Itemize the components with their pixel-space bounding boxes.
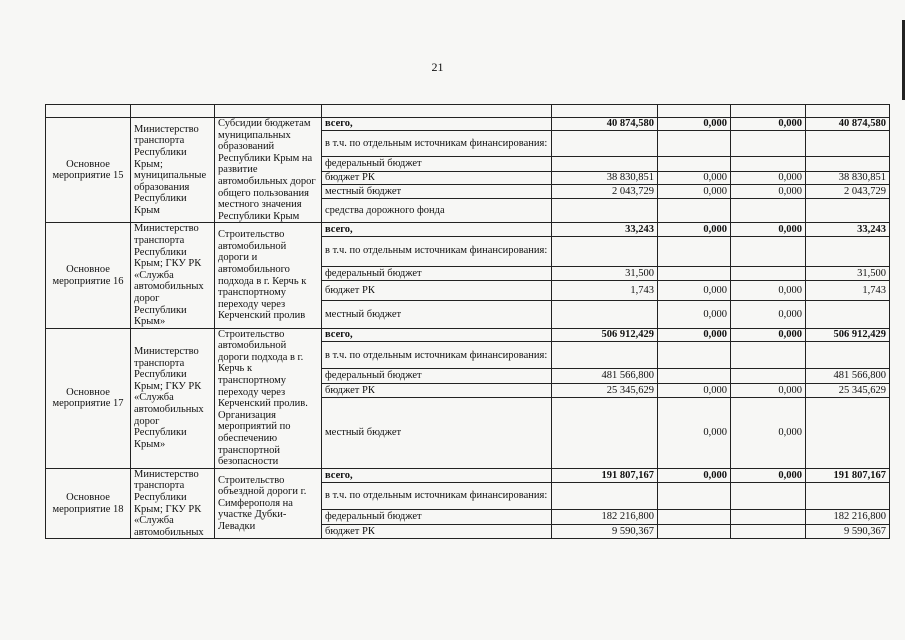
amount-cell: [658, 342, 731, 369]
event-cell: Основное мероприятие 17: [46, 328, 131, 468]
funding-source-cell: всего,: [322, 118, 552, 131]
amount-cell: [658, 131, 731, 157]
funding-source-cell: бюджет РК: [322, 171, 552, 184]
funding-source-cell: в т.ч. по отдельным источникам финансирования:: [322, 483, 552, 509]
amount-cell: [552, 301, 658, 328]
amount-cell: [731, 483, 806, 509]
executor-cell: Министерство транспорта Республики Крым; ГКУ РК «Служба автомобильных дорог Республики Крым»: [131, 223, 215, 328]
amount-cell: [658, 157, 731, 171]
table-row-total: [46, 468, 890, 482]
amount-cell: 0,000: [658, 281, 731, 301]
amount-cell: [731, 266, 806, 280]
amount-cell: 25 345,629: [552, 384, 658, 398]
header-cell: [658, 105, 731, 118]
amount-cell: 0,000: [658, 184, 731, 198]
amount-cell: [552, 236, 658, 266]
executor-cell: Министерство транспорта Республики Крым; ГКУ РК «Служба автомобильных дорог Республики Крым»: [131, 328, 215, 468]
amount-cell: [658, 266, 731, 280]
funding-source-cell: федеральный бюджет: [322, 157, 552, 171]
event-cell: Основное мероприятие 16: [46, 223, 131, 328]
amount-cell: 2 043,729: [806, 184, 890, 198]
amount-cell: 0,000: [731, 328, 806, 342]
amount-cell: [731, 369, 806, 384]
amount-cell: 0,000: [658, 397, 731, 468]
amount-cell: [658, 369, 731, 384]
funding-source-cell: бюджет РК: [322, 384, 552, 398]
amount-cell: [806, 483, 890, 509]
amount-cell: 0,000: [731, 184, 806, 198]
amount-cell: 40 874,580: [552, 118, 658, 131]
header-cell: [322, 105, 552, 118]
amount-cell: [806, 236, 890, 266]
amount-cell: 1,743: [806, 281, 890, 301]
amount-cell: 38 830,851: [552, 171, 658, 184]
amount-cell: 0,000: [731, 397, 806, 468]
amount-cell: 0,000: [658, 301, 731, 328]
amount-cell: 25 345,629: [806, 384, 890, 398]
amount-cell: [731, 525, 806, 539]
amount-cell: 2 043,729: [552, 184, 658, 198]
amount-cell: 0,000: [731, 384, 806, 398]
budget-table-body: [46, 105, 890, 539]
amount-cell: 0,000: [658, 118, 731, 131]
funding-source-cell: местный бюджет: [322, 301, 552, 328]
funding-source-cell: всего,: [322, 223, 552, 236]
funding-source-cell: в т.ч. по отдельным источникам финансирования:: [322, 342, 552, 369]
amount-cell: [658, 509, 731, 524]
amount-cell: [552, 483, 658, 509]
funding-source-cell: бюджет РК: [322, 281, 552, 301]
amount-cell: 182 216,800: [806, 509, 890, 524]
header-cell: [131, 105, 215, 118]
amount-cell: [806, 131, 890, 157]
amount-cell: 182 216,800: [552, 509, 658, 524]
amount-cell: 0,000: [658, 223, 731, 236]
amount-cell: [731, 131, 806, 157]
description-cell: Строительство объездной дороги г. Симферополя на участке Дубки-Левадки: [215, 468, 322, 539]
description-cell: Строительство автомобильной дороги подхода в г. Керчь к транспортному переходу через Керченский пролив. Организация мероприятий по обеспечению транспортной безопасности: [215, 328, 322, 468]
page-number: 21: [431, 60, 444, 74]
header-cell: [731, 105, 806, 118]
funding-source-cell: всего,: [322, 468, 552, 482]
amount-cell: 481 566,800: [552, 369, 658, 384]
amount-cell: 1,743: [552, 281, 658, 301]
header-cell: [215, 105, 322, 118]
funding-source-cell: федеральный бюджет: [322, 266, 552, 280]
amount-cell: 506 912,429: [552, 328, 658, 342]
amount-cell: 0,000: [658, 384, 731, 398]
amount-cell: [658, 525, 731, 539]
amount-cell: [806, 301, 890, 328]
amount-cell: [806, 342, 890, 369]
amount-cell: [806, 157, 890, 171]
description-cell: Субсидии бюджетам муниципальных образований Республики Крым на развитие автомобильных дорог общего пользования местного значения Республики Крым: [215, 118, 322, 223]
amount-cell: [552, 397, 658, 468]
amount-cell: 0,000: [658, 328, 731, 342]
amount-cell: [658, 198, 731, 222]
amount-cell: 0,000: [731, 281, 806, 301]
funding-source-cell: средства дорожного фонда: [322, 198, 552, 222]
amount-cell: [731, 342, 806, 369]
executor-cell: Министерство транспорта Республики Крым; муниципальные образования Республики Крым: [131, 118, 215, 223]
amount-cell: 506 912,429: [806, 328, 890, 342]
amount-cell: 0,000: [731, 223, 806, 236]
table-header-row: [46, 105, 890, 118]
amount-cell: 9 590,367: [552, 525, 658, 539]
funding-source-cell: всего,: [322, 328, 552, 342]
funding-source-cell: в т.ч. по отдельным источникам финансирования:: [322, 236, 552, 266]
amount-cell: 31,500: [552, 266, 658, 280]
amount-cell: [731, 198, 806, 222]
description-cell: Строительство автомобильной дороги и автомобильного подхода в г. Керчь к транспортному переходу через Керченский пролив: [215, 223, 322, 328]
table-row-total: [46, 223, 890, 236]
amount-cell: 0,000: [731, 118, 806, 131]
table-row-total: [46, 328, 890, 342]
funding-source-cell: бюджет РК: [322, 525, 552, 539]
amount-cell: [806, 397, 890, 468]
header-cell: [46, 105, 131, 118]
amount-cell: [731, 157, 806, 171]
amount-cell: 33,243: [806, 223, 890, 236]
amount-cell: 31,500: [806, 266, 890, 280]
amount-cell: [731, 236, 806, 266]
amount-cell: 0,000: [658, 468, 731, 482]
amount-cell: 191 807,167: [806, 468, 890, 482]
amount-cell: 0,000: [731, 301, 806, 328]
amount-cell: [552, 342, 658, 369]
funding-source-cell: местный бюджет: [322, 397, 552, 468]
amount-cell: [658, 236, 731, 266]
amount-cell: 481 566,800: [806, 369, 890, 384]
amount-cell: 191 807,167: [552, 468, 658, 482]
amount-cell: [552, 131, 658, 157]
amount-cell: [552, 198, 658, 222]
amount-cell: 0,000: [731, 468, 806, 482]
event-cell: Основное мероприятие 18: [46, 468, 131, 539]
amount-cell: 33,243: [552, 223, 658, 236]
event-cell: Основное мероприятие 15: [46, 118, 131, 223]
header-cell: [552, 105, 658, 118]
budget-table: [45, 104, 890, 539]
amount-cell: 0,000: [731, 171, 806, 184]
amount-cell: [658, 483, 731, 509]
funding-source-cell: в т.ч. по отдельным источникам финансирования:: [322, 131, 552, 157]
executor-cell: Министерство транспорта Республики Крым; ГКУ РК «Служба автомобильных: [131, 468, 215, 539]
table-row-total: [46, 118, 890, 131]
amount-cell: [731, 509, 806, 524]
funding-source-cell: федеральный бюджет: [322, 509, 552, 524]
amount-cell: [552, 157, 658, 171]
amount-cell: 38 830,851: [806, 171, 890, 184]
amount-cell: 0,000: [658, 171, 731, 184]
funding-source-cell: федеральный бюджет: [322, 369, 552, 384]
header-cell: [806, 105, 890, 118]
amount-cell: 9 590,367: [806, 525, 890, 539]
funding-source-cell: местный бюджет: [322, 184, 552, 198]
amount-cell: [806, 198, 890, 222]
amount-cell: 40 874,580: [806, 118, 890, 131]
